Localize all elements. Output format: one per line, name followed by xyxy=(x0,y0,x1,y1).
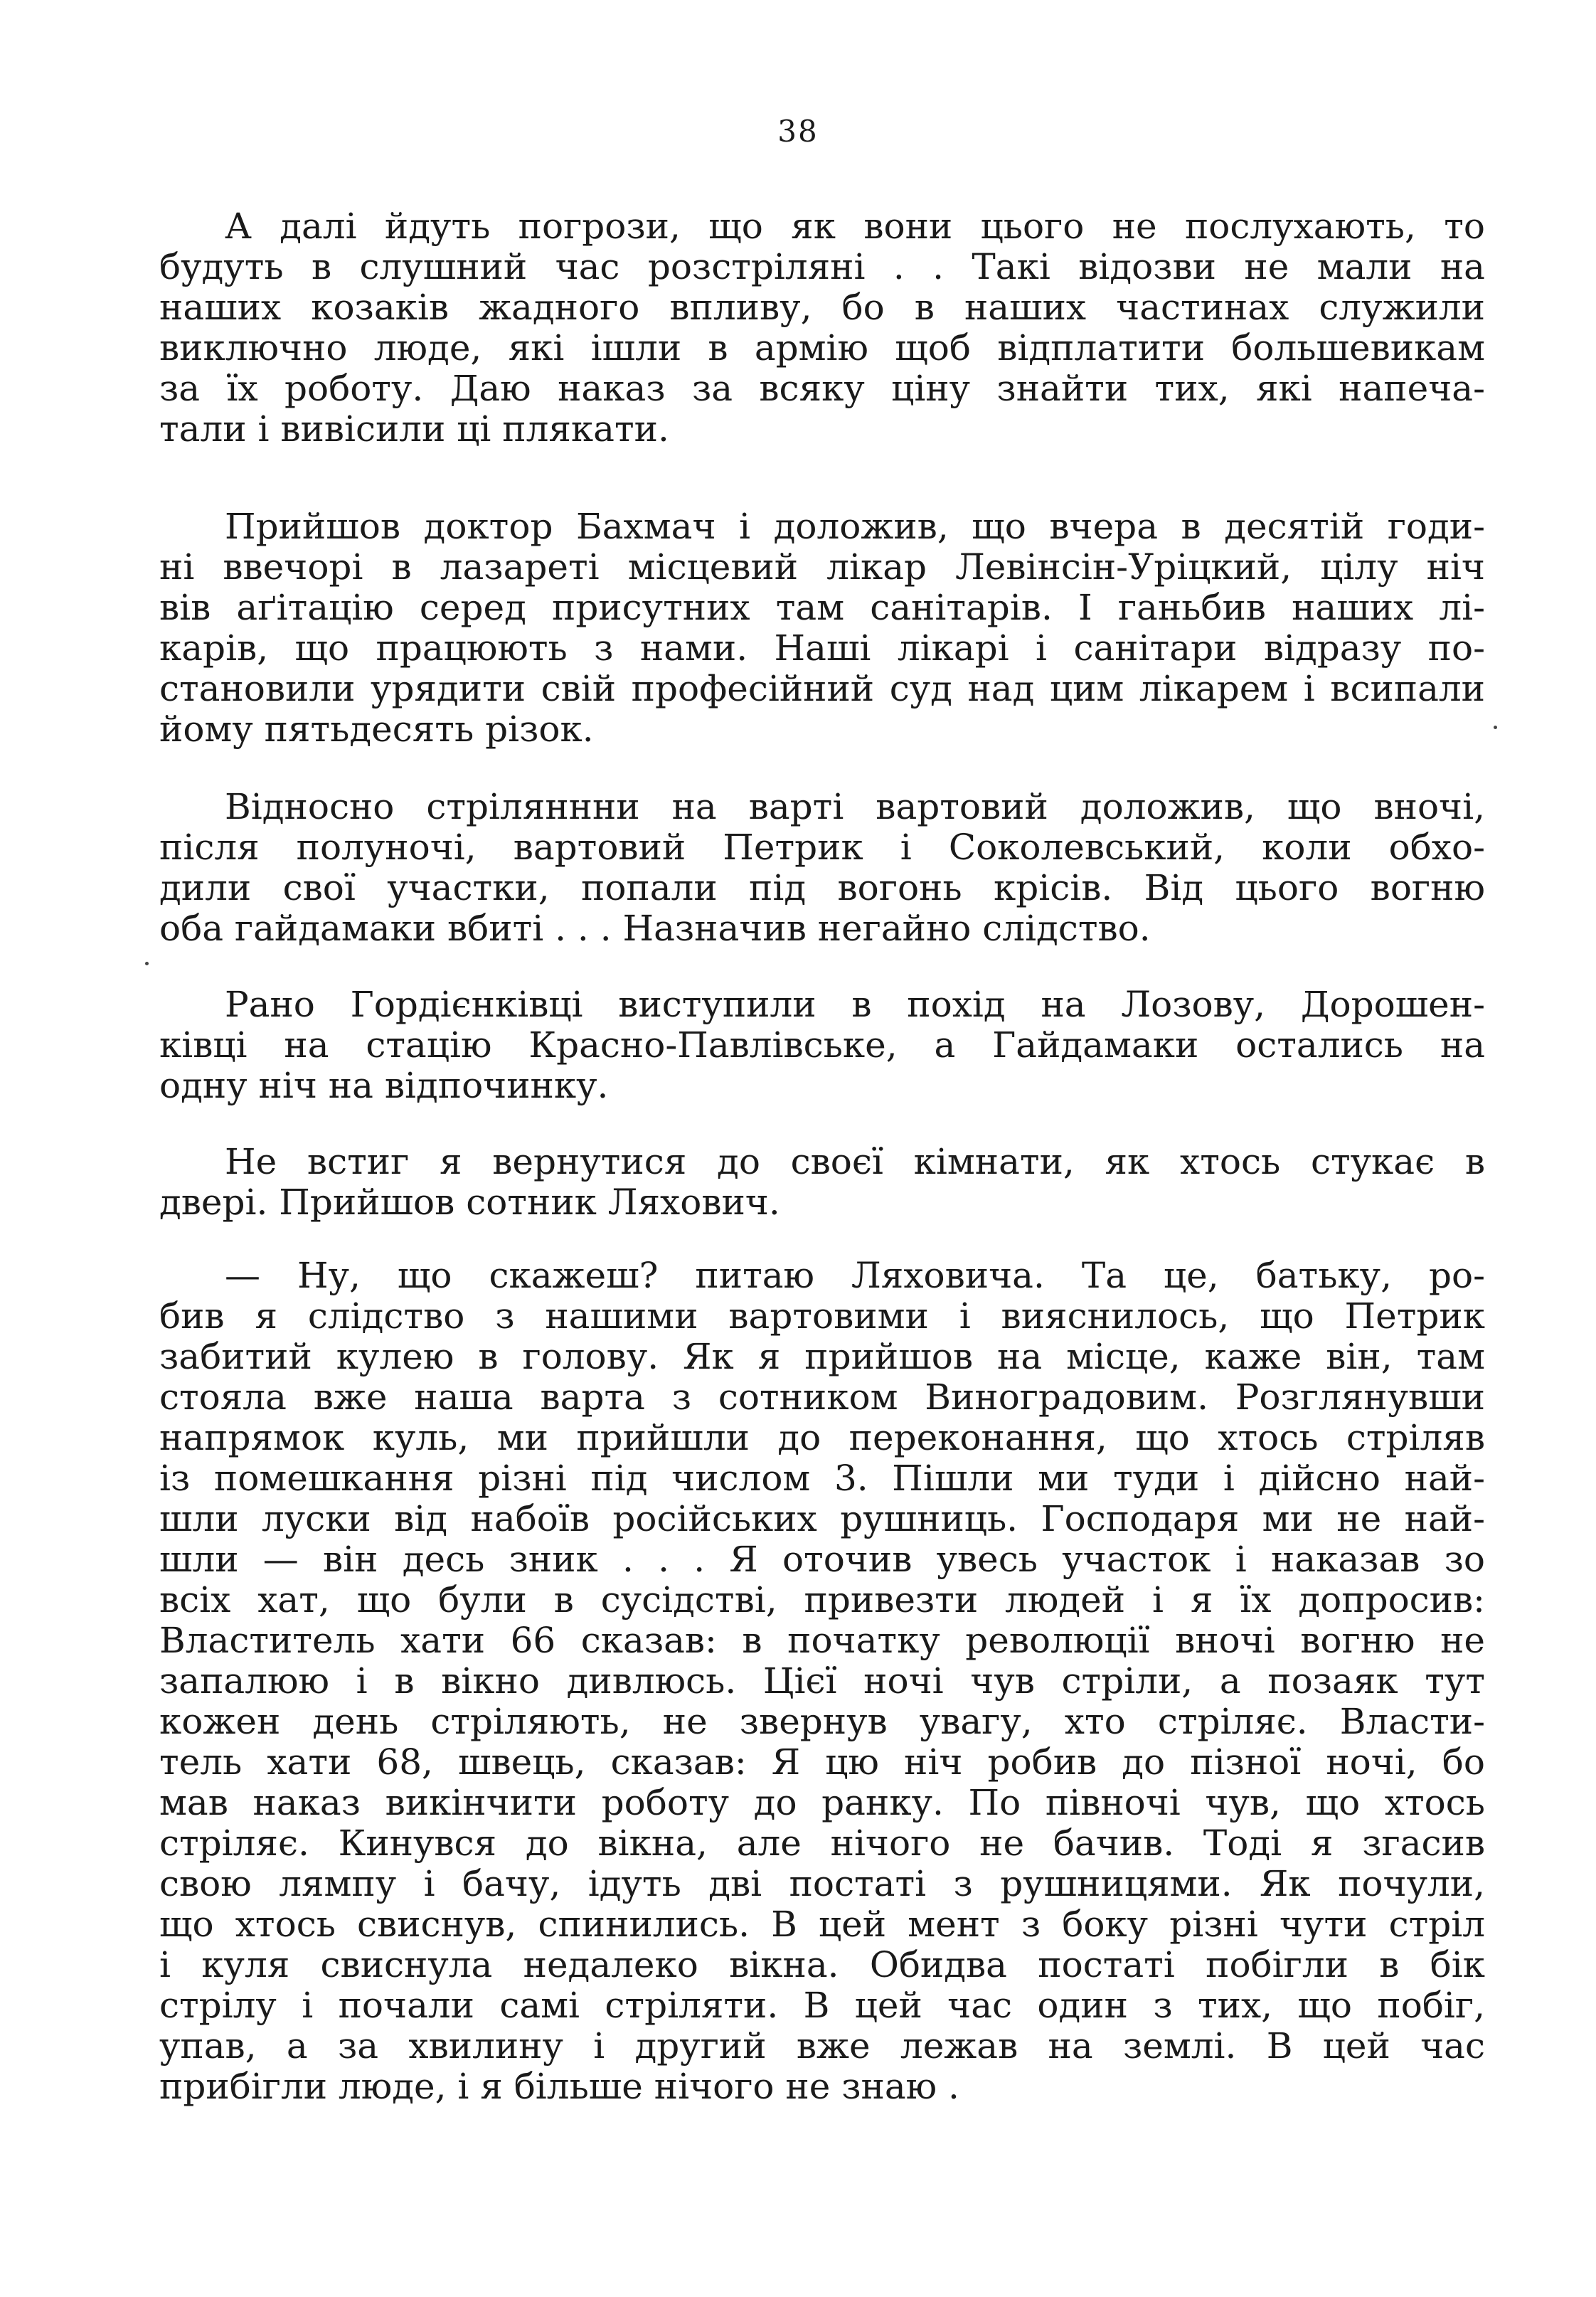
text-line: напрямок куль, ми прийшли до переконання, що хтось стріляв xyxy=(159,1417,1485,1458)
text-line: упав, а за хвилину і другий вже лежав на землі. В цей час xyxy=(159,2025,1485,2067)
text-line: Відносно стріляннни на варті вартовий доложив, що вночі, xyxy=(225,786,1485,827)
text-line: становили урядити свій професійний суд над цим лікарем і всипали xyxy=(159,668,1485,709)
text-line: всіх хат, що були в сусідстві, привезти людей і я їх допросив: xyxy=(159,1579,1485,1620)
text-line: із помешкання різні під числом 3. Пішли ми туди і дійсно най- xyxy=(159,1458,1485,1499)
text-line: двері. Прийшов сотник Ляхович. xyxy=(159,1182,780,1223)
text-line: Не встиг я вернутися до своєї кімнати, як хтось стукає в xyxy=(225,1141,1485,1182)
text-line: будуть в слушний час розстріляні . . Такі відозви не мали на xyxy=(159,246,1485,287)
text-line: Рано Гордієнківці виступили в похід на Лозову, Дорошен- xyxy=(225,984,1485,1025)
text-line: забитий кулею в голову. Як я прийшов на місце, каже він, там xyxy=(159,1336,1485,1377)
text-line: карів, що працюють з нами. Наші лікарі і санітари відразу по- xyxy=(159,627,1485,669)
text-line: Властитель хати 66 сказав: в початку революції вночі вогню не xyxy=(159,1620,1485,1661)
paragraph-4 xyxy=(159,985,1485,1106)
paragraph-3 xyxy=(159,787,1485,949)
text-line: оба гайдамаки вбиті . . . Назначив негайно слідство. xyxy=(159,908,1151,949)
text-line: тали і вивісили ці плякати. xyxy=(159,408,669,450)
text-line: одну ніч на відпочинку. xyxy=(159,1065,609,1106)
text-line: наших козаків жадного впливу, бо в наших частинах служили xyxy=(159,287,1485,328)
text-line: прибігли люде, і я більше нічого не знаю . xyxy=(159,2066,959,2107)
paragraph-2 xyxy=(159,506,1485,750)
text-line: А далі йдуть погрози, що як вони цього не послухають, то xyxy=(225,206,1485,247)
text-line: вів аґітацію серед присутних там санітарів. І ганьбив наших лі- xyxy=(159,587,1485,628)
text-line: стріляє. Кинувся до вікна, але нічого не бачив. Тоді я згасив xyxy=(159,1823,1485,1864)
text-line: ківці на стацію Красно-Павлівське, а Гайдамаки остались на xyxy=(159,1024,1485,1066)
paragraph-1 xyxy=(159,206,1485,450)
text-line: виключно люде, які ішли в армію щоб відплатити большевикам xyxy=(159,327,1485,368)
text-line: тель хати 68, швець, сказав: Я цю ніч робив до пізної ночі, бо xyxy=(159,1741,1485,1783)
text-line: і куля свиснула недалеко вікна. Обидва постаті побігли в бік xyxy=(159,1944,1485,1985)
page-number: 38 xyxy=(777,114,819,149)
print-speck xyxy=(1494,726,1497,729)
text-line: після полуночі, вартовий Петрик і Соколевський, коли обхо- xyxy=(159,827,1485,868)
text-line: запалюю і в вікно дивлюсь. Цієї ночі чув стріли, а позаяк тут xyxy=(159,1660,1485,1702)
text-line: шли луски від набоїв російських рушниць. Господаря ми не най- xyxy=(159,1498,1485,1539)
text-line: що хтось свиснув, спинились. В цей мент з боку різні чути стріл xyxy=(159,1904,1485,1945)
text-line: свою лямпу і бачу, ідуть дві постаті з рушницями. Як почули, xyxy=(159,1863,1485,1904)
text-line: стрілу і почали самі стріляти. В цей час один з тих, що побіг, xyxy=(159,1985,1485,2026)
text-line: Прийшов доктор Бахмач і доложив, що вчера в десятій годи- xyxy=(225,506,1485,547)
text-line: ні ввечорі в лазареті місцевий лікар Левінсін-Уріцкий, цілу ніч xyxy=(159,546,1485,588)
text-line: мав наказ викінчити роботу до ранку. По півночі чув, що хтось xyxy=(159,1782,1485,1823)
text-line: — Ну, що скажеш? питаю Ляховича. Та це, батьку, ро- xyxy=(225,1255,1485,1296)
text-line: дили свої участки, попали під вогонь крісів. Від цього вогню xyxy=(159,867,1485,908)
text-line: за їх роботу. Даю наказ за всяку ціну знайти тих, які напеча- xyxy=(159,368,1485,409)
text-line: йому пятьдесять різок. xyxy=(159,709,594,750)
text-line: стояла вже наша варта з сотником Виноградовим. Розглянувши xyxy=(159,1376,1485,1418)
text-line: бив я слідство з нашими вартовими і вияснилось, що Петрик xyxy=(159,1295,1485,1337)
text-line: шли — він десь зник . . . Я оточив увесь участок і наказав зо xyxy=(159,1539,1485,1580)
print-speck xyxy=(145,962,149,965)
text-line: кожен день стріляють, не звернув увагу, хто стріляє. Власти- xyxy=(159,1701,1485,1742)
paragraph-5 xyxy=(159,1142,1485,1223)
paragraph-6 xyxy=(159,1256,1485,2107)
